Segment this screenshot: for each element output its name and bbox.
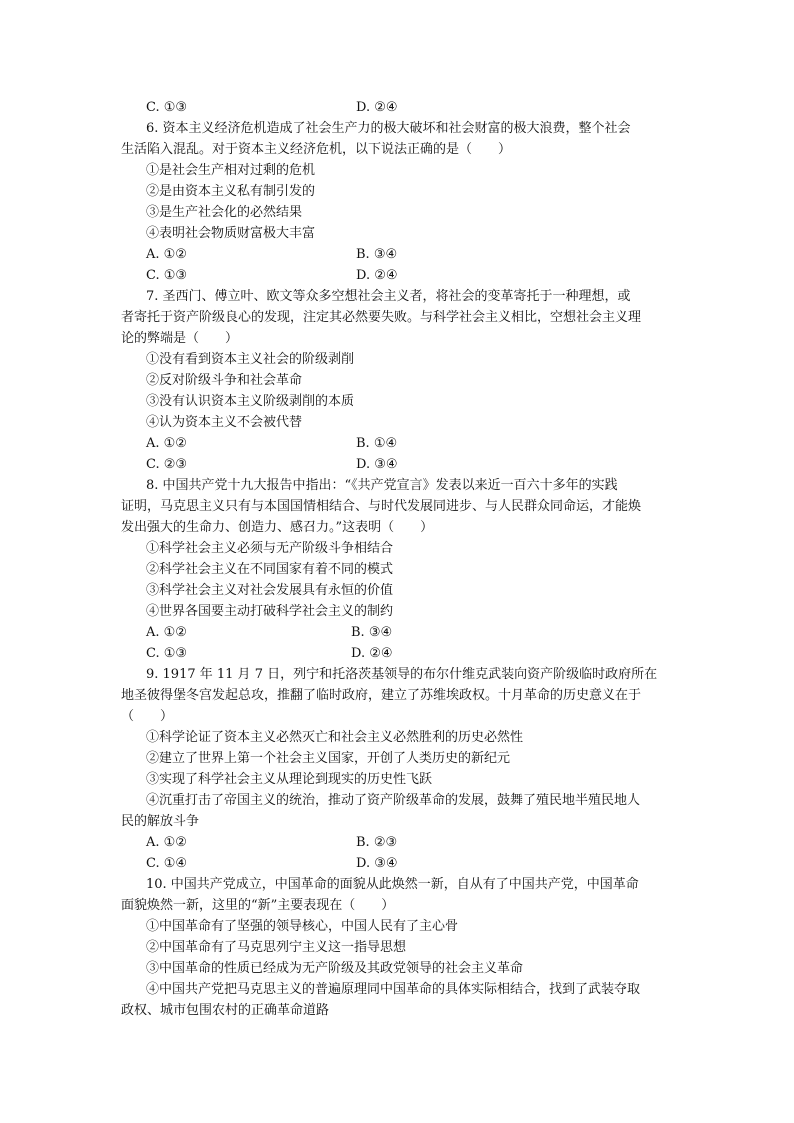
question-stem: 发出强大的生命力、创造力、感召力。”这表明（ ）	[121, 520, 434, 535]
option-a: A. ①②	[146, 247, 187, 262]
statement-item: ④世界各国要主动打破科学社会主义的制约	[146, 604, 394, 619]
statement-item: ③没有认识资本主义阶级剥削的本质	[146, 394, 355, 409]
statement-item: ②反对阶级斗争和社会革命	[146, 373, 303, 388]
option-b: B. ①④	[356, 436, 398, 451]
option-b: B. ②③	[356, 835, 398, 850]
question-stem: 论的弊端是（ ）	[121, 331, 239, 346]
statement-item: ①科学论证了资本主义必然灭亡和社会主义必然胜利的历史必然性	[146, 730, 524, 745]
statement-item-continued: 政权、城市包围农村的正确革命道路	[121, 1003, 330, 1018]
statement-item: ①中国革命有了坚强的领导核心，中国人民有了主心骨	[146, 919, 459, 934]
option-a: A. ①②	[146, 436, 187, 451]
option-c: C. ①③	[146, 268, 188, 283]
question-stem: 证明，马克思主义只有与本国国情相结合、与时代发展同进步、与人民群众同命运，才能焕	[121, 499, 642, 514]
option-b: B. ③④	[356, 247, 398, 262]
statement-item: ①没有看到资本主义社会的阶级剥削	[146, 352, 355, 367]
question-stem: 地圣彼得堡冬宫发起总攻，推翻了临时政府，建立了苏维埃政权。十月革命的历史意义在于	[121, 688, 642, 703]
option-d: D. ③④	[356, 457, 398, 472]
statement-item-continued: 民的解放斗争	[121, 814, 200, 829]
question-stem: 8. 中国共产党十九大报告中指出：“《共产党宣言》发表以来近一百六十多年的实践	[146, 478, 618, 493]
question-stem: 7. 圣西门、傅立叶、欧文等众多空想社会主义者，将社会的变革寄托于一种理想，或	[146, 289, 631, 304]
option-c: C. ①③	[146, 646, 188, 661]
question-stem: 生活陷入混乱。对于资本主义经济危机，以下说法正确的是（ ）	[121, 142, 512, 157]
option-c: C. ①④	[146, 856, 188, 871]
option-d: D. ②④	[351, 646, 393, 661]
statement-item: ④沉重打击了帝国主义的统治，推动了资产阶级革命的发展，鼓舞了殖民地半殖民地人	[146, 793, 641, 808]
option-c: C. ①③	[146, 100, 188, 115]
statement-item: ③中国革命的性质已经成为无产阶级及其政党领导的社会主义革命	[146, 961, 524, 976]
question-stem: 者寄托于资产阶级良心的发现，注定其必然要失败。与科学社会主义相比，空想社会主义理	[121, 310, 642, 325]
statement-item: ①是社会生产相对过剩的危机	[146, 163, 316, 178]
question-stem: 10. 中国共产党成立，中国革命的面貌从此焕然一新，自从有了中国共产党，中国革命	[146, 877, 639, 892]
option-a: A. ①②	[146, 625, 187, 640]
statement-item: ③科学社会主义对社会发展具有永恒的价值	[146, 583, 394, 598]
question-stem: 6. 资本主义经济危机造成了社会生产力的极大破坏和社会财富的极大浪费，整个社会	[146, 121, 631, 136]
question-stem: 面貌焕然一新，这里的“新”主要表现在（ ）	[121, 898, 395, 913]
statement-item: ②中国革命有了马克思列宁主义这一指导思想	[146, 940, 407, 955]
statement-item: ④表明社会物质财富极大丰富	[146, 226, 316, 241]
statement-item: ②科学社会主义在不同国家有着不同的模式	[146, 562, 394, 577]
statement-item: ④中国共产党把马克思主义的普遍原理同中国革命的具体实际相结合，找到了武装夺取	[146, 982, 641, 997]
option-d: D. ②④	[356, 100, 398, 115]
question-stem: （ ）	[121, 709, 174, 724]
option-c: C. ②③	[146, 457, 188, 472]
option-d: D. ②④	[356, 268, 398, 283]
statement-item: ③是生产社会化的必然结果	[146, 205, 303, 220]
option-a: A. ①②	[146, 835, 187, 850]
option-b: B. ③④	[351, 625, 393, 640]
statement-item: ④认为资本主义不会被代替	[146, 415, 303, 430]
statement-item: ②建立了世界上第一个社会主义国家，开创了人类历史的新纪元	[146, 751, 511, 766]
statement-item: ②是由资本主义私有制引发的	[146, 184, 316, 199]
question-stem: 9. 1917 年 11 月 7 日，列宁和托洛茨基领导的布尔什维克武装向资产阶级临时政府所在	[146, 667, 658, 682]
option-d: D. ③④	[356, 856, 398, 871]
statement-item: ①科学社会主义必须与无产阶级斗争相结合	[146, 541, 394, 556]
statement-item: ③实现了科学社会主义从理论到现实的历史性飞跃	[146, 772, 433, 787]
